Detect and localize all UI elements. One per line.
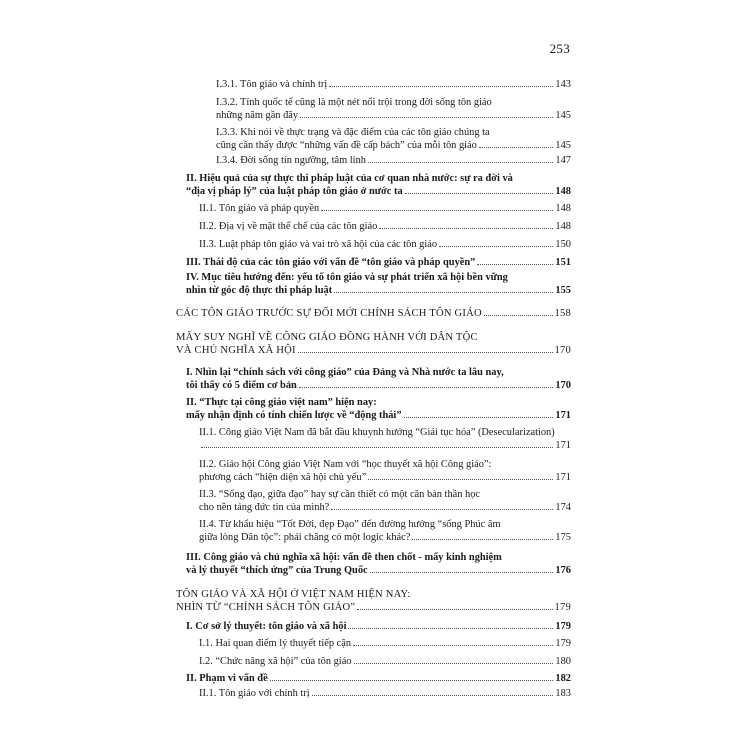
toc-entry-title: và lý thuyết “thích ứng” của Trung Quốc: [186, 565, 368, 576]
toc-leader-dots: [354, 663, 554, 664]
toc-entry-title: II.4. Từ khẩu hiệu “Tốt Đời, đẹp Đạo” đến đường hướng “sống Phúc âm: [199, 519, 501, 530]
toc-leader-dots: [368, 479, 553, 480]
toc-leader-dots: [479, 147, 554, 148]
toc-page-number: 145: [555, 110, 571, 121]
toc-entry-title: những năm gần đây: [216, 110, 299, 121]
toc-entry[interactable]: [186, 620, 571, 633]
toc-entry[interactable]: [186, 366, 571, 392]
toc-leader-dots: [357, 609, 552, 610]
toc-entry-title: VÀ CHỦ NGHĨA XÃ HỘI: [176, 345, 296, 356]
toc-leader-dots: [477, 264, 553, 265]
toc-entry[interactable]: [216, 126, 571, 152]
toc-page-number: 174: [555, 502, 571, 513]
toc-leader-dots: [300, 117, 553, 118]
toc-entry[interactable]: [186, 256, 571, 269]
toc-entry[interactable]: [216, 78, 571, 91]
toc-page-number: 148: [555, 221, 571, 232]
toc-page-number: 148: [555, 203, 571, 214]
toc-entry[interactable]: [199, 687, 571, 700]
toc-entry[interactable]: [199, 637, 571, 650]
toc-leader-dots: [348, 628, 553, 629]
toc-leader-dots: [404, 417, 554, 418]
toc-entry[interactable]: [186, 672, 571, 685]
toc-leader-dots: [298, 352, 553, 353]
toc-entry-title: TÔN GIÁO VÀ XÃ HỘI Ở VIỆT NAM HIỆN NAY:: [176, 589, 411, 600]
toc-entry[interactable]: [199, 426, 571, 452]
toc-entry-title: II.3. Luật pháp tôn giáo và vai trò xã hội của các tôn giáo: [199, 239, 438, 250]
toc-entry-title: II.1. Công giáo Việt Nam đã bắt đầu khuynh hướng “Giải tục hóa” (Desecularization): [199, 427, 555, 438]
toc-entry[interactable]: [176, 588, 571, 614]
toc-page-number: 180: [555, 656, 571, 667]
toc-page-number: 158: [554, 308, 571, 319]
toc-entry-title: I.2. “Chức năng xã hội” của tôn giáo: [199, 656, 352, 667]
toc-entry[interactable]: [199, 518, 571, 544]
toc-entry[interactable]: [199, 488, 571, 514]
toc-page-number: 183: [555, 688, 571, 699]
toc-entry-title: II. “Thực tại công giáo việt nam” hiện nay:: [186, 397, 377, 408]
toc-leader-dots: [334, 292, 553, 293]
toc-entry-title: II.2. Giáo hội Công giáo Việt Nam với “học thuyết xã hội Công giáo”:: [199, 459, 492, 470]
toc-entry[interactable]: [186, 271, 571, 297]
toc-leader-dots: [331, 509, 553, 510]
toc-leader-dots: [201, 447, 553, 448]
toc-entry-title: CÁC TÔN GIÁO TRƯỚC SỰ ĐỔI MỚI CHÍNH SÁCH TÔN GIÁO: [176, 308, 482, 319]
toc-entry[interactable]: [216, 154, 571, 167]
toc-entry-title: I.3.3. Khi nói về thực trạng và đặc điểm của các tôn giáo chúng ta: [216, 127, 490, 138]
toc-entry-title: III. Công giáo và chủ nghĩa xã hội: vấn đề then chốt - mấy kinh nghiệm: [186, 552, 502, 563]
toc-leader-dots: [353, 645, 553, 646]
toc-entry-title: I. Nhìn lại “chính sách với công giáo” của Đảng và Nhà nước ta lâu nay,: [186, 367, 504, 378]
toc-entry-title: I.1. Hai quan điểm lý thuyết tiếp cận: [199, 638, 352, 649]
toc-entry-title: II.1. Tôn giáo với chính trị: [199, 688, 310, 699]
toc-page-number: 145: [555, 140, 571, 151]
toc-page-number: 176: [555, 565, 571, 576]
toc-leader-dots: [270, 680, 554, 681]
toc-entry[interactable]: [186, 396, 571, 422]
toc-leader-dots: [321, 210, 553, 211]
toc-page-number: 179: [555, 638, 571, 649]
toc-page-number: 175: [555, 532, 571, 543]
toc-entry-title: II.1. Tôn giáo và pháp quyền: [199, 203, 320, 214]
toc-entry-title: giữa lòng Dân tộc”: phải chăng có một logic khác?: [199, 532, 411, 543]
toc-entry[interactable]: [186, 551, 571, 577]
toc-leader-dots: [329, 86, 553, 87]
toc-entry[interactable]: [199, 458, 571, 484]
toc-page-number: 151: [555, 257, 571, 268]
toc-leader-dots: [312, 695, 554, 696]
toc-entry[interactable]: [216, 96, 571, 122]
toc-entry[interactable]: [199, 655, 571, 668]
toc-entry-title: II. Phạm vi vấn đề: [186, 673, 268, 684]
toc-entry-title: cũng cần thấy được “những vấn đề cấp bách” của mỗi tôn giáo: [216, 140, 477, 151]
toc-entry-title: nhìn từ góc độ thực thi pháp luật: [186, 285, 333, 296]
toc-entry-title: I.3.4. Đời sống tín ngưỡng, tâm linh: [216, 155, 366, 166]
toc-page-number: 171: [555, 410, 571, 421]
toc-leader-dots: [412, 539, 553, 540]
toc-page-number: 150: [555, 239, 571, 250]
toc-page-number: 179: [554, 602, 571, 613]
toc-entry[interactable]: [199, 220, 571, 233]
toc-entry-title: NHÌN TỪ “CHÍNH SÁCH TÔN GIÁO”: [176, 602, 356, 613]
toc-page-number: 170: [555, 380, 571, 391]
toc-entry-title: cho nền tảng đức tin của mình?: [199, 502, 330, 513]
toc-leader-dots: [439, 246, 553, 247]
toc-entry[interactable]: [176, 331, 571, 357]
toc-entry-title: phương cách “hiện diện xã hội chủ yếu”: [199, 472, 367, 483]
toc-entry-title: II.3. “Sống đạo, giữa đạo” hay sự cần thiết có một căn bản thần học: [199, 489, 481, 500]
toc-page-number: 171: [555, 472, 571, 483]
toc-entry[interactable]: [176, 307, 571, 320]
toc-entry-title: III. Thái độ của các tôn giáo với vấn đề “tôn giáo và pháp quyền”: [186, 257, 476, 268]
toc-entry-title: II.2. Địa vị về mặt thể chế của các tôn giáo: [199, 221, 378, 232]
page-number: 253: [549, 41, 570, 56]
toc-leader-dots: [370, 572, 554, 573]
toc-page-number: 179: [555, 621, 571, 632]
toc-leader-dots: [299, 387, 554, 388]
toc-entry-title: I.3.1. Tôn giáo và chính trị: [216, 79, 328, 90]
toc-entry-title: tôi thấy có 5 điểm cơ bản: [186, 380, 297, 391]
toc-entry-title: IV. Mục tiêu hướng đến: yếu tố tôn giáo và sự phát triển xã hội bền vững: [186, 272, 508, 283]
toc-leader-dots: [484, 315, 553, 316]
toc-entry[interactable]: [199, 202, 571, 215]
toc-leader-dots: [379, 228, 553, 229]
toc-page-number: 171: [555, 440, 571, 451]
toc-entry-title: II. Hiệu quả của sự thực thi pháp luật của cơ quan nhà nước: sự ra đời và: [186, 173, 513, 184]
toc-entry-title: “địa vị pháp lý” của luật pháp tôn giáo ở nước ta: [186, 186, 403, 197]
toc-entry-title: I.3.2. Tính quốc tế cũng là một nét nổi trội trong đời sống tôn giáo: [216, 97, 492, 108]
toc-page-number: 143: [555, 79, 571, 90]
toc-entry[interactable]: [199, 238, 571, 251]
toc-page-number: 170: [554, 345, 571, 356]
toc-leader-dots: [405, 193, 554, 194]
toc-entry-title: mấy nhận định có tính chiến lược về “động thái”: [186, 410, 402, 421]
toc-leader-dots: [368, 162, 553, 163]
toc-page-number: 148: [555, 186, 571, 197]
toc-page-number: 147: [555, 155, 571, 166]
toc-entry-title: MẤY SUY NGHĨ VỀ CÔNG GIÁO ĐỒNG HÀNH VỚI DÂN TỘC: [176, 332, 478, 343]
toc-entry-title: I. Cơ sở lý thuyết: tôn giáo và xã hội: [186, 621, 347, 632]
toc-page-number: 182: [555, 673, 571, 684]
toc-entry[interactable]: [186, 172, 571, 198]
toc-page-number: 155: [555, 285, 571, 296]
